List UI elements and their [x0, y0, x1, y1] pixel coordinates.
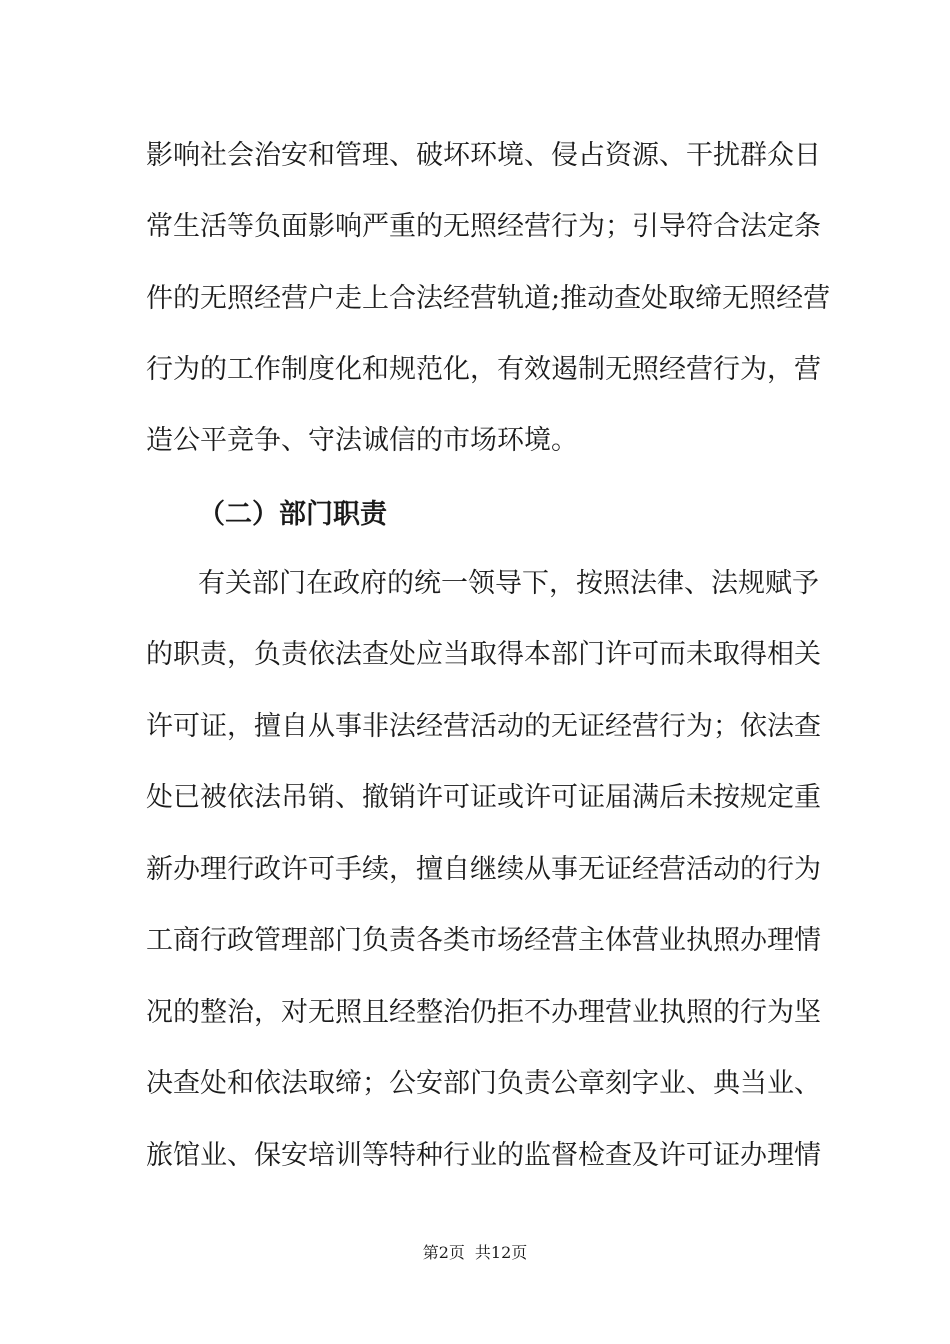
paragraph-1-line-5: 造公平竞争、守法诚信的市场环境。 — [146, 425, 578, 456]
page-number: 第2页 — [422, 1243, 465, 1262]
paragraph-2-line-5: 新办理行政许可手续，擅自继续从事无证经营活动的行为 — [146, 854, 821, 885]
paragraph-2-line-4: 处已被依法吊销、撤销许可证或许可证届满后未按规定重 — [146, 782, 821, 813]
paragraph-1-line-2: 常生活等负面影响严重的无照经营行为；引导符合法定条 — [146, 211, 821, 242]
paragraph-2-line-9: 旅馆业、保安培训等特种行业的监督检查及许可证办理情 — [146, 1140, 821, 1171]
paragraph-2-line-2: 的职责，负责依法查处应当取得本部门许可而未取得相关 — [146, 639, 821, 670]
paragraph-1-line-3: 件的无照经营户走上合法经营轨道;推动查处取缔无照经营 — [146, 283, 831, 314]
paragraph-1-line-1: 影响社会治安和管理、破坏环境、侵占资源、干扰群众日 — [146, 140, 821, 171]
total-pages: 共12页 — [474, 1243, 528, 1262]
paragraph-2-line-3: 许可证，擅自从事非法经营活动的无证经营行为；依法查 — [146, 711, 821, 742]
paragraph-2-line-6: 工商行政管理部门负责各类市场经营主体营业执照办理情 — [146, 925, 821, 956]
paragraph-2-line-7: 况的整治，对无照且经整治仍拒不办理营业执照的行为坚 — [146, 997, 821, 1028]
paragraph-2-line-8: 决查处和依法取缔；公安部门负责公章刻字业、典当业、 — [146, 1068, 821, 1099]
paragraph-2-line-1: 有关部门在政府的统一领导下，按照法律、法规赋予 — [198, 568, 819, 599]
section-heading: （二）部门职责 — [198, 499, 387, 530]
paragraph-1-line-4: 行为的工作制度化和规范化，有效遏制无照经营行为，营 — [146, 354, 821, 385]
page-footer — [0, 1242, 950, 1264]
